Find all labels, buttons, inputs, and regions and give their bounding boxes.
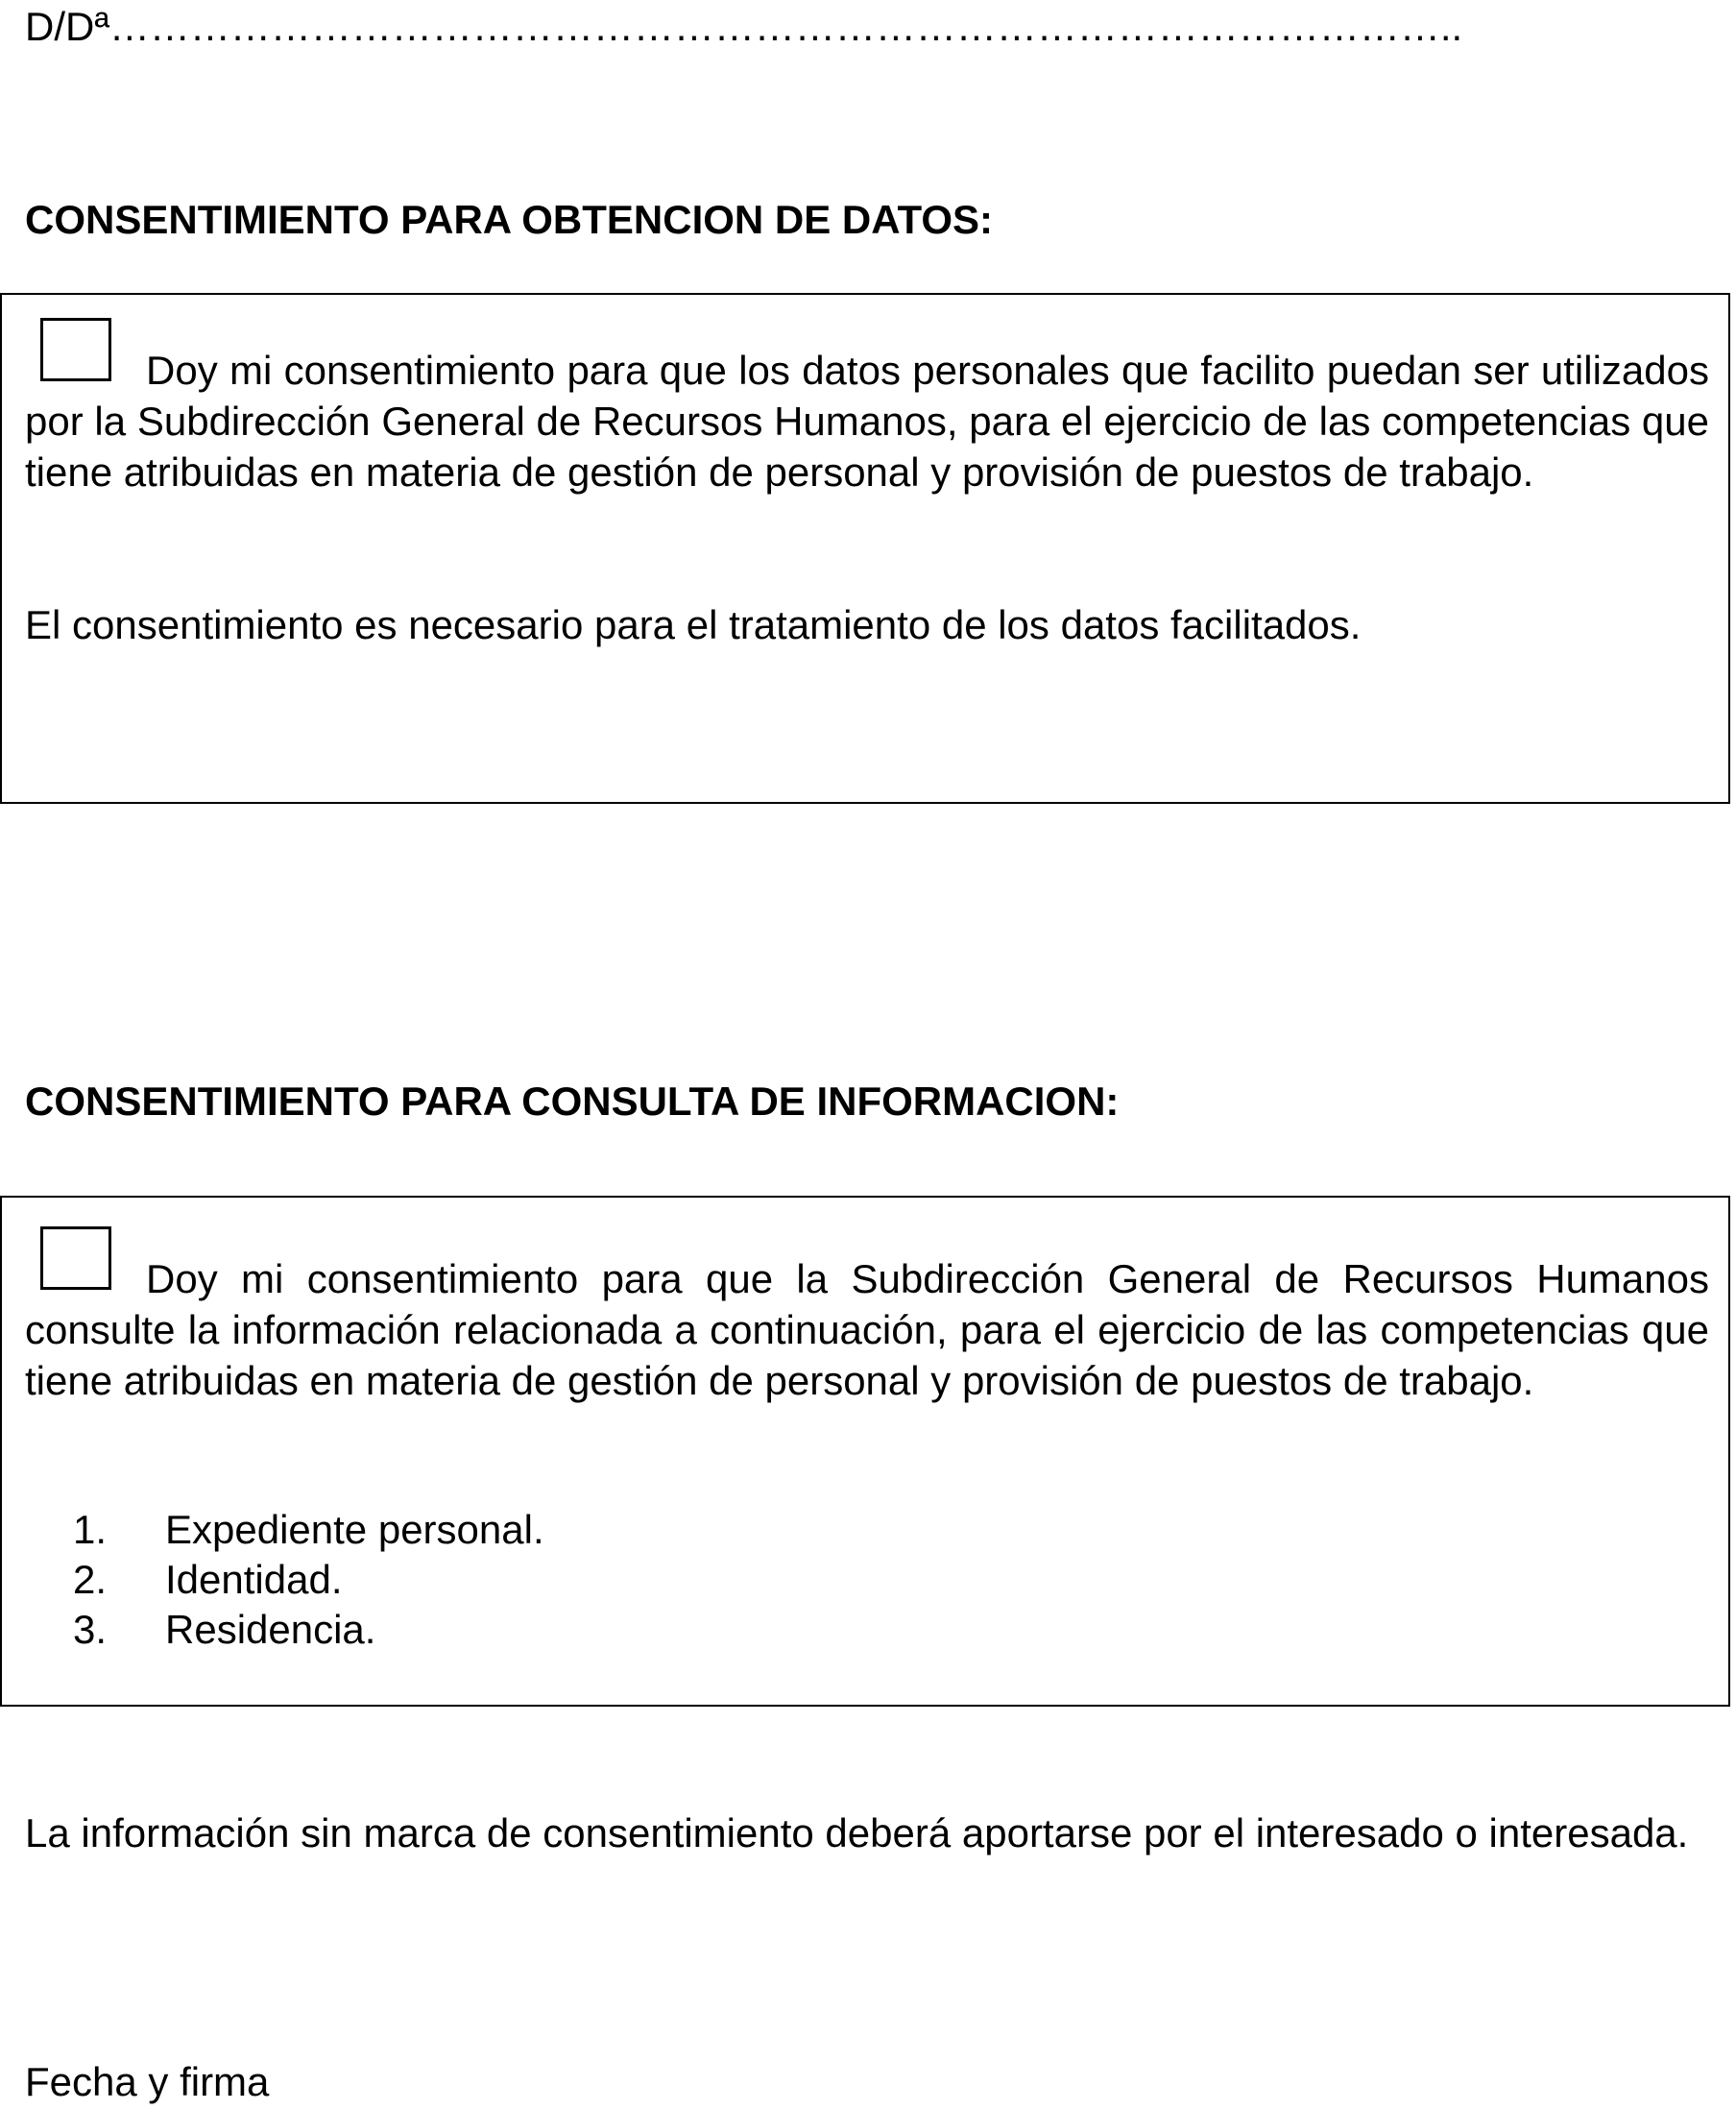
list-item-label: Residencia. [165,1607,376,1652]
data-collection-consent-note: El consentimiento es necesario para el tratamiento de los datos facilitados. [25,602,1362,647]
list-item-label: Expediente personal. [165,1507,544,1552]
unmarked-information-note: La información sin marca de consentimiento deberá aportarse por el interesado o interesada. [25,1810,1689,1855]
data-collection-consent-text: Doy mi consentimiento para que los datos personales que facilito puedan ser utilizados por la Subdirección General de Recursos Humanos, para el ejercicio de las competencias que tiene atribuidas en materia de gestión de personal y provisión de puestos de trabajo. [25,348,1709,495]
data-collection-consent-box [0,293,1730,804]
list-item-number: 2. [73,1557,108,1602]
section-title-information-query: CONSENTIMIENTO PARA CONSULTA DE INFORMACION: [25,1079,1120,1124]
date-and-signature-label: Fecha y firma [25,2059,270,2104]
list-item-number: 3. [73,1607,108,1652]
information-query-consent-text: Doy mi consentimiento para que la Subdirección General de Recursos Humanos consulte la información relacionada a continuación, para el ejercicio de las competencias que tiene atribuidas en materia de gestión de personal y provisión de puestos de trabajo. [25,1256,1709,1403]
list-item-number: 1. [73,1507,108,1552]
section-title-data-collection: CONSENTIMIENTO PARA OBTENCION DE DATOS: [25,197,994,242]
list-item-label: Identidad. [165,1557,343,1602]
information-query-consent-box [0,1196,1730,1707]
name-field-line[interactable]: D/Dª……………………………………………………………………………………….. [25,4,1463,49]
